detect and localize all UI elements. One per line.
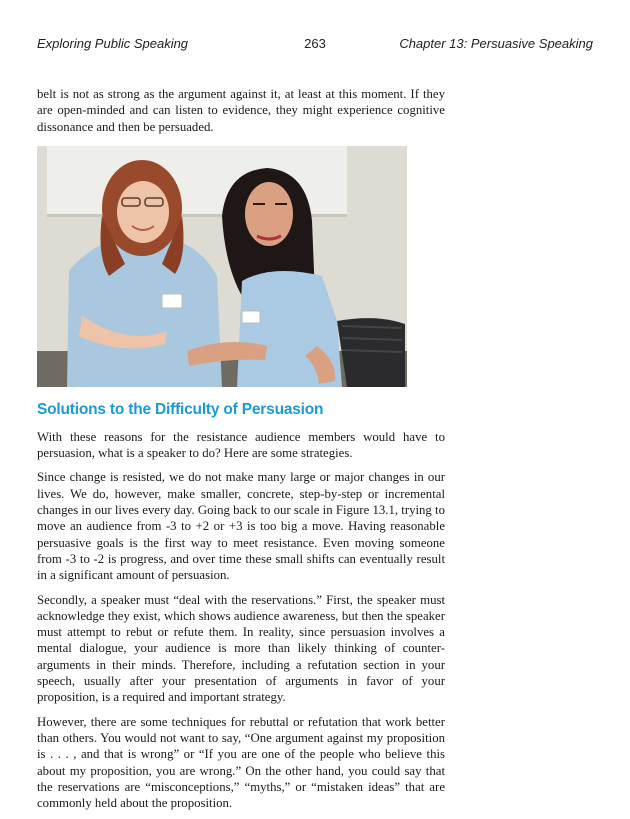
running-header bbox=[37, 36, 593, 54]
paragraph-4: However, there are some techniques for rebuttal or refutation that work better than others. You would not want to say, “One argument against my proposition is . . . , and that is wrong” or “If you are one of the people who believe this about my proposition, you are wrong.” On the other hand, you could say that the reservations are “misconceptions,” “myths,” or “mistaken ideas” that are commonly held about the proposition. bbox=[37, 714, 445, 811]
book-title: Exploring Public Speaking bbox=[37, 36, 189, 51]
paragraph-3: Secondly, a speaker must “deal with the reservations.” First, the speaker must acknowledge they exist, which shows audience awareness, but then the speaker must attempt to rebut or refute them. In reality, since persuasion involves a mental dialogue, your audience is more than likely thinking of counter-arguments in their minds. Therefore, including a refutation section in your speech, usually after your presentation of arguments in favor of your proposition, is a required and important strategy. bbox=[37, 592, 445, 705]
paragraph-2: Since change is resisted, we do not make many large or major changes in our lives. We do, however, make smaller, concrete, step-by-step or incremental changes in our lives every day. Going back to our scale in Figure 13.1, trying to move an audience from -3 to +2 or +3 is too big a move. Having reasonable persuasive goals is the first way to meet resistance. Even moving someone from -3 to -2 is progress, and over time these small shifts can eventually result in a significant amount of persuasion. bbox=[37, 470, 445, 583]
page-content bbox=[37, 86, 445, 819]
photo-two-women-seated bbox=[37, 146, 407, 387]
intro-paragraph: belt is not as strong as the argument against it, at least at this moment. If they are open-minded and can listen to evidence, they might experience cognitive dissonance and then be persuaded. bbox=[37, 87, 445, 134]
section-heading: Solutions to the Difficulty of Persuasion bbox=[37, 400, 324, 418]
page-number: 263 bbox=[304, 36, 326, 51]
chapter-title: Chapter 13: Persuasive Speaking bbox=[399, 36, 593, 51]
paragraph-1: With these reasons for the resistance audience members would have to persuasion, what is a speaker to do? Here are some strategies. bbox=[37, 429, 445, 461]
